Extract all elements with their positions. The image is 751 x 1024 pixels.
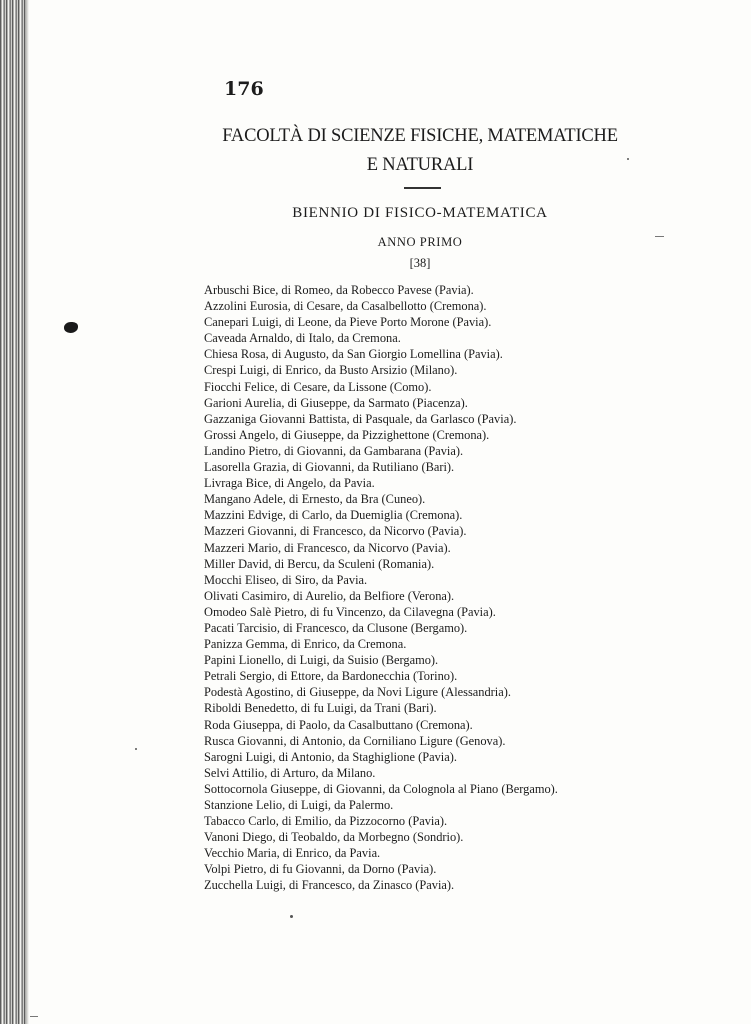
student-entry: Vecchio Maria, di Enrico, da Pavia. <box>204 846 381 861</box>
student-entry: Arbuschi Bice, di Romeo, da Robecco Pavese (Pavia). <box>204 283 474 297</box>
title-divider <box>404 187 441 189</box>
page-number: 176 <box>224 78 264 100</box>
faculty-title-line-2: E NATURALI <box>366 155 474 175</box>
student-entry: Landino Pietro, di Giovanni, da Gambarana (Pavia). <box>204 443 464 458</box>
paper-speck <box>290 915 293 918</box>
student-entry: Petrali Sergio, di Ettore, da Bardonecchia (Torino). <box>204 669 458 684</box>
student-entry: Crespi Luigi, di Enrico, da Busto Arsizio (Milano). <box>204 363 458 378</box>
student-entry: Panizza Gemma, di Enrico, da Cremona. <box>204 637 407 652</box>
student-entry: Canepari Luigi, di Leone, da Pieve Porto Morone (Pavia). <box>204 315 492 330</box>
student-entry: Miller David, di Bercu, da Sculeni (Romania). <box>204 556 435 571</box>
book-binding-edge <box>0 0 26 1024</box>
student-entry: Vanoni Diego, di Teobaldo, da Morbegno (Sondrio). <box>204 830 464 845</box>
student-entry: Gazzaniga Giovanni Battista, di Pasquale, da Garlasco (Pavia). <box>204 411 517 426</box>
ink-blot <box>64 322 78 333</box>
student-entry: Azzolini Eurosia, di Cesare, da Casalbellotto (Cremona). <box>204 299 487 314</box>
faculty-title-line-1: FACOLTÀ DI SCIENZE FISICHE, MATEMATICHE <box>222 126 618 146</box>
binding-shadow <box>26 0 29 1024</box>
student-entry: Grossi Angelo, di Giuseppe, da Pizzighettone (Cremona). <box>204 427 490 442</box>
student-entry: Tabacco Carlo, di Emilio, da Pizzocorno (Pavia). <box>204 814 448 829</box>
student-entry: Chiesa Rosa, di Augusto, da San Giorgio Lomellina (Pavia). <box>204 347 503 362</box>
student-entry: Lasorella Grazia, di Giovanni, da Rutiliano (Bari). <box>204 460 455 475</box>
student-entry: Pacati Tarcisio, di Francesco, da Clusone (Bergamo). <box>204 620 468 635</box>
program-title: BIENNIO DI FISICO-MATEMATICA <box>292 205 548 221</box>
student-list <box>204 282 558 894</box>
student-entry: Riboldi Benedetto, di fu Luigi, da Trani (Bari). <box>204 701 437 716</box>
faculty-title <box>200 122 640 180</box>
student-entry: Olivati Casimiro, di Aurelio, da Belfiore (Verona). <box>204 588 455 603</box>
student-entry: Volpi Pietro, di fu Giovanni, da Dorno (Pavia). <box>204 862 437 877</box>
student-entry: Mangano Adele, di Ernesto, da Bra (Cuneo). <box>204 492 426 507</box>
student-entry: Mazzini Edvige, di Carlo, da Duemiglia (Cremona). <box>204 508 463 523</box>
student-entry: Selvi Attilio, di Arturo, da Milano. <box>204 765 376 780</box>
student-entry: Mocchi Eliseo, di Siro, da Pavia. <box>204 572 368 587</box>
student-entry: Podestà Agostino, di Giuseppe, da Novi Ligure (Alessandria). <box>204 685 511 700</box>
paper-mark <box>655 236 664 237</box>
student-entry: Livraga Bice, di Angelo, da Pavia. <box>204 476 375 491</box>
student-entry: Caveada Arnaldo, di Italo, da Cremona. <box>204 331 401 346</box>
student-count: [38] <box>409 256 431 270</box>
year-title: ANNO PRIMO <box>377 235 463 249</box>
student-entry: Fiocchi Felice, di Cesare, da Lissone (Como). <box>204 379 432 394</box>
student-entry: Mazzeri Giovanni, di Francesco, da Nicorvo (Pavia). <box>204 524 467 539</box>
paper-speck <box>135 748 137 750</box>
student-entry: Rusca Giovanni, di Antonio, da Corniliano Ligure (Genova). <box>204 733 506 748</box>
student-entry: Sottocornola Giuseppe, di Giovanni, da Colognola al Piano (Bergamo). <box>204 781 558 796</box>
student-entry: Papini Lionello, di Luigi, da Suisio (Bergamo). <box>204 653 439 668</box>
student-entry: Mazzeri Mario, di Francesco, da Nicorvo (Pavia). <box>204 540 451 555</box>
student-entry: Sarogni Luigi, di Antonio, da Staghiglione (Pavia). <box>204 749 457 764</box>
student-entry: Roda Giuseppa, di Paolo, da Casalbuttano (Cremona). <box>204 717 473 732</box>
student-entry: Stanzione Lelio, di Luigi, da Palermo. <box>204 798 394 812</box>
student-entry: Zucchella Luigi, di Francesco, da Zinasco (Pavia). <box>204 878 455 893</box>
student-entry: Garioni Aurelia, di Giuseppe, da Sarmato (Piacenza). <box>204 395 468 410</box>
paper-mark <box>30 1016 38 1017</box>
student-entry: Omodeo Salè Pietro, di fu Vincenzo, da Cilavegna (Pavia). <box>204 604 496 619</box>
